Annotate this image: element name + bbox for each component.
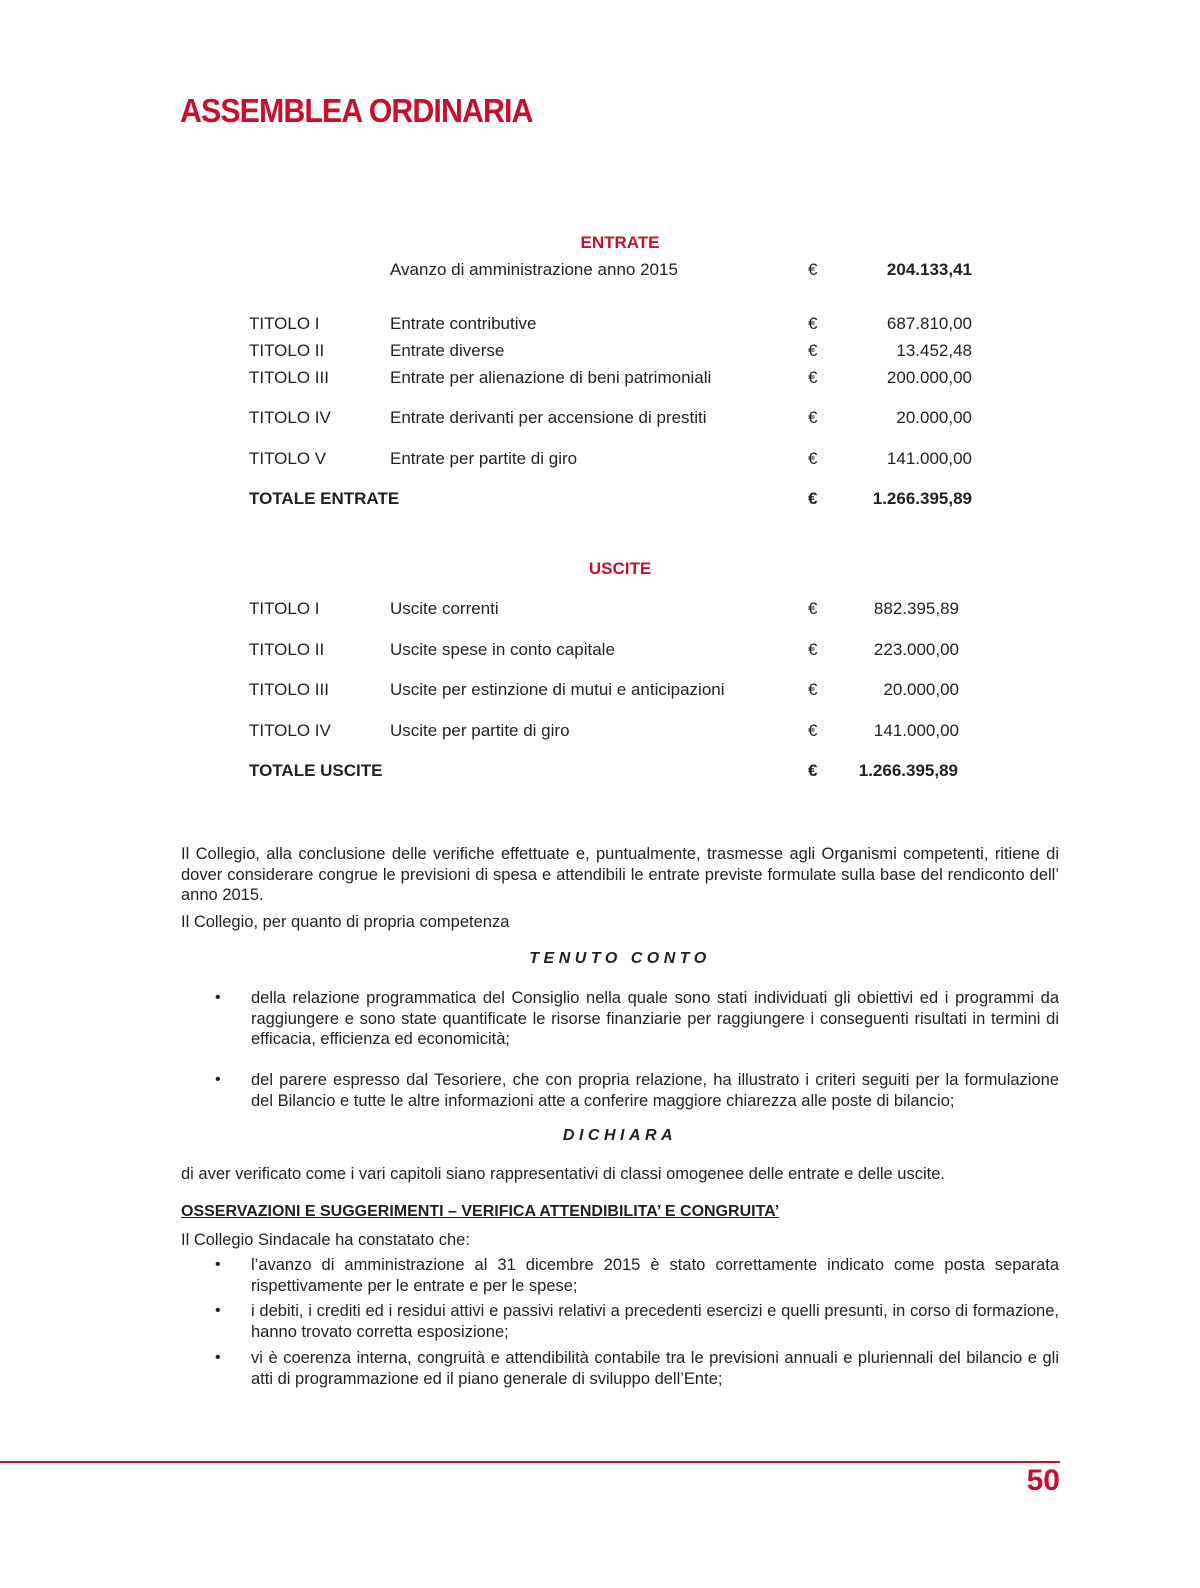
footer-rule (0, 1461, 1060, 1463)
list-item-text: i debiti, i crediti ed i residui attivi e passivi relativi a precedenti esercizi e quelli presunti, in corso di formazione, hanno trovato corretta esposizione; (251, 1302, 1059, 1341)
currency-symbol: € (808, 260, 818, 279)
currency-symbol: € (808, 341, 818, 360)
totale-amount: 1.266.395,89 (872, 489, 972, 508)
table-row (0, 598, 1200, 620)
collegio-paragraph: Il Collegio, alla conclusione delle verifiche effettuate e, puntualmente, trasmesse agli Organismi competenti, ritiene di dover considerare congrue le previsioni di spesa e attendibili le entrate previste formulate sulla base del rendiconto dell’ anno 2015. (181, 845, 1059, 904)
bullet-icon: • (215, 1349, 221, 1366)
titolo-amount: 687.810,00 (886, 314, 972, 333)
page-number: 50 (1026, 1464, 1060, 1497)
titolo-code: TITOLO I (249, 599, 320, 618)
titolo-code: TITOLO IV (249, 721, 331, 740)
titolo-code: TITOLO III (249, 680, 329, 699)
avanzo-label: Avanzo di amministrazione anno 2015 (390, 260, 678, 279)
currency-symbol: € (808, 368, 818, 387)
uscite-heading: USCITE (588, 559, 652, 578)
table-row (0, 448, 1200, 470)
bullet-icon: • (215, 1256, 221, 1273)
list-item-text: vi è coerenza interna, congruità e attendibilità contabile tra le previsioni annuali e pluriennali del bilancio e gli atti di programmazione ed il piano generale di sviluppo dell’Ente; (251, 1349, 1059, 1388)
titolo-code: TITOLO III (249, 368, 329, 387)
titolo-amount: 20.000,00 (883, 680, 959, 699)
table-row (0, 679, 1200, 701)
titolo-amount: 223.000,00 (873, 640, 959, 659)
totale-entrate-row (0, 488, 1200, 510)
titolo-amount: 20.000,00 (896, 408, 972, 427)
titolo-amount: 200.000,00 (886, 368, 972, 387)
titolo-label: Entrate contributive (390, 314, 537, 333)
totale-uscite-row (0, 760, 1200, 782)
table-row (0, 720, 1200, 742)
titolo-label: Uscite per estinzione di mutui e anticipazioni (390, 680, 725, 699)
titolo-code: TITOLO IV (249, 408, 331, 427)
bullet-icon: • (215, 1071, 221, 1088)
currency-symbol: € (808, 449, 818, 468)
bullet-icon: • (215, 989, 221, 1006)
titolo-amount: 882.395,89 (873, 599, 959, 618)
currency-symbol: € (808, 680, 818, 699)
dichiara-paragraph: di aver verificato come i vari capitoli siano rappresentativi di classi omogenee delle entrate e delle uscite. (181, 1165, 945, 1183)
currency-symbol: € (808, 761, 818, 780)
collegio-competenza-paragraph: Il Collegio, per quanto di propria competenza (181, 913, 510, 931)
titolo-label: Entrate per partite di giro (390, 449, 578, 468)
entrate-heading: ENTRATE (580, 233, 660, 252)
titolo-code: TITOLO II (249, 341, 325, 360)
titolo-label: Uscite spese in conto capitale (390, 640, 615, 659)
avanzo-amount: 204.133,41 (886, 260, 972, 279)
avanzo-row (0, 259, 1200, 281)
totale-label: TOTALE USCITE (249, 761, 383, 780)
titolo-code: TITOLO V (249, 449, 327, 468)
page-title: ASSEMBLEA ORDINARIA (180, 92, 533, 129)
currency-symbol: € (808, 599, 818, 618)
totale-amount: 1.266.395,89 (858, 761, 958, 780)
titolo-code: TITOLO I (249, 314, 320, 333)
currency-symbol: € (808, 640, 818, 659)
dichiara-heading: DICHIARA (562, 1127, 678, 1144)
currency-symbol: € (808, 721, 818, 740)
titolo-label: Uscite correnti (390, 599, 499, 618)
titolo-label: Uscite per partite di giro (390, 721, 570, 740)
table-row (0, 407, 1200, 429)
titolo-code: TITOLO II (249, 640, 325, 659)
osservazioni-heading: OSSERVAZIONI E SUGGERIMENTI – VERIFICA ATTENDIBILITA’ E CONGRUITA’ (181, 1203, 780, 1220)
titolo-label: Entrate diverse (390, 341, 505, 360)
titolo-label: Entrate derivanti per accensione di prestiti (390, 408, 707, 427)
list-item-text: l’avanzo di amministrazione al 31 dicembre 2015 è stato correttamente indicato come posta separata rispettivamente per le entrate e per le spese; (251, 1256, 1059, 1295)
tenuto-conto-heading: TENUTO CONTO (529, 950, 711, 967)
titolo-amount: 13.452,48 (896, 341, 972, 360)
table-row (0, 367, 1200, 389)
titolo-label: Entrate per alienazione di beni patrimoniali (390, 368, 712, 387)
list-item-text: del parere espresso dal Tesoriere, che con propria relazione, ha illustrato i criteri seguiti per la formulazione del Bilancio e tutte le altre informazioni atte a conferire maggiore chiarezza alle poste di bilancio; (251, 1071, 1059, 1110)
currency-symbol: € (808, 489, 818, 508)
bullet-icon: • (215, 1302, 221, 1319)
titolo-amount: 141.000,00 (886, 449, 972, 468)
titolo-amount: 141.000,00 (873, 721, 959, 740)
list-item-text: della relazione programmatica del Consiglio nella quale sono stati individuati gli obiettivi ed i programmi da raggiungere e sono state quantificate le risorse finanziarie per raggiungere i conseguenti risultati in termini di efficacia, efficienza ed economicità; (251, 989, 1059, 1048)
constatato-paragraph: Il Collegio Sindacale ha constatato che: (181, 1231, 470, 1249)
table-row (0, 313, 1200, 335)
totale-label: TOTALE ENTRATE (249, 489, 400, 508)
table-row (0, 340, 1200, 362)
currency-symbol: € (808, 408, 818, 427)
currency-symbol: € (808, 314, 818, 333)
table-row (0, 639, 1200, 661)
